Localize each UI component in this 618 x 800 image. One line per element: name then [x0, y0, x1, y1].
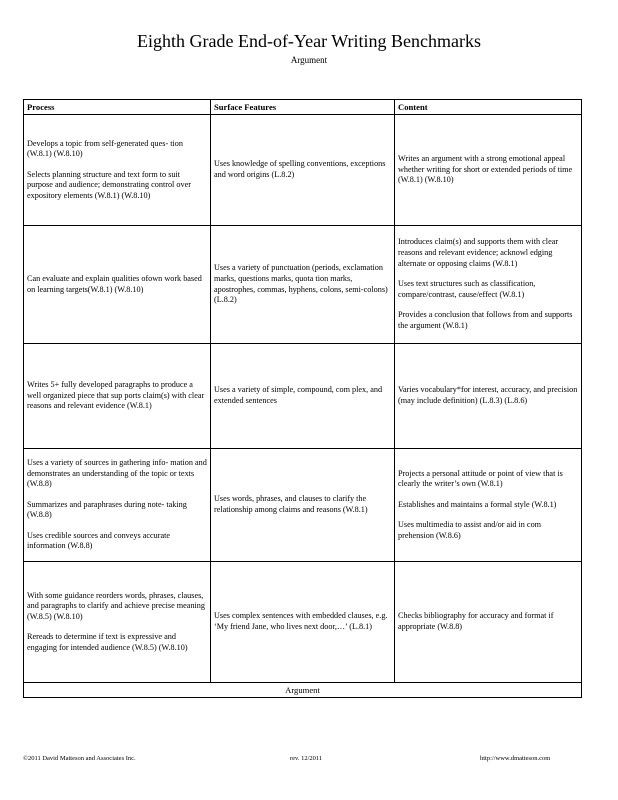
header-surface-features: Surface Features — [211, 100, 395, 115]
surface-cell — [211, 449, 395, 562]
cell-text: Uses complex sentences with embedded clauses, e.g. ‘My friend Jane, who lives next door,…’ (L.8.1) — [214, 611, 388, 631]
cell-text: Establishes and maintains a formal style (W.8.1) — [398, 499, 557, 509]
cell-text: Uses a variety of punctuation (periods, exclamation marks, questions marks, quota tion marks, apostrophes, commas, hyphens, colons, semi-colons) (L.8.2) — [214, 263, 388, 305]
cell-text: Writes an argument with a strong emotional appeal whether writing for short or extended periods of time (W.8.1) (W.8.10) — [398, 154, 573, 185]
content-cell — [395, 562, 582, 683]
footer-revision: rev. 12/2011 — [290, 755, 323, 762]
cell-text: Varies vocabulary*for interest, accuracy, and precision (may include definition) (L.8.3) (L.8.6) — [398, 385, 578, 405]
footer-copyright: ©2011 David Matteson and Associates Inc. — [23, 755, 136, 762]
cell-text: Writes 5+ fully developed paragraphs to produce a well organized piece that sup ports claim(s) with clear reasons and relevant evidence (W.8.1) — [27, 380, 205, 411]
cell-text: Uses a variety of sources in gathering info- mation and demonstrates an understanding of the topic or texts (W.8.8) — [27, 457, 207, 489]
table-footer-row — [24, 683, 582, 698]
process-cell — [24, 449, 211, 562]
cell-text: Introduces claim(s) and supports them with clear reasons and relevant evidence; acknowl edging alternate or opposing claims (W.8.1) — [398, 237, 559, 268]
cell-text: Uses words, phrases, and clauses to clarify the relationship among claims and reasons (W.8.1) — [214, 494, 368, 514]
surface-cell — [211, 226, 395, 344]
cell-text: Selects planning structure and text form to suit purpose and audience; demonstrating control over expository elements (W.8.1) (W.8.10) — [27, 169, 191, 200]
table-row — [24, 449, 582, 562]
cell-text: Projects a personal attitude or point of view that is clearly the writer’s own (W.8.1) — [398, 468, 563, 489]
header-content: Content — [395, 100, 582, 115]
header-row — [24, 100, 582, 115]
cell-text: Develops a topic from self-generated ques- tion (W.8.1) (W.8.10) — [27, 138, 183, 159]
cell-text: Provides a conclusion that follows from and supports the argument (W.8.1) — [398, 310, 573, 330]
content-cell — [395, 115, 582, 226]
process-cell — [24, 115, 211, 226]
table-row — [24, 344, 582, 449]
surface-cell — [211, 115, 395, 226]
cell-text: Uses multimedia to assist and/or aid in com prehension (W.8.6) — [398, 520, 542, 540]
cell-text: Uses a variety of simple, compound, com plex, and extended sentences — [214, 385, 383, 405]
header-process: Process — [24, 100, 211, 115]
table-row — [24, 115, 582, 226]
cell-text: Checks bibliography for accuracy and format if appropriate (W.8.8) — [398, 611, 554, 631]
cell-text: Uses knowledge of spelling conventions, exceptions and word origins (L.8.2) — [214, 159, 386, 179]
content-cell — [395, 226, 582, 344]
process-cell — [24, 226, 211, 344]
process-cell — [24, 562, 211, 683]
surface-cell — [211, 344, 395, 449]
content-cell — [395, 344, 582, 449]
cell-text: Rereads to determine if text is expressive and engaging for intended audience (W.8.5) (W.8.10) — [27, 632, 188, 652]
page-title: Eighth Grade End-of-Year Writing Benchmarks — [136, 31, 482, 51]
cell-text: With some guidance reorders words, phrases, clauses, and paragraphs to clarify and achieve precise meaning (W.8.5) (W.8.10) — [27, 590, 205, 621]
benchmarks-table — [23, 99, 582, 698]
cell-text: Can evaluate and explain qualities ofown work based on learning targets(W.8.1) (W.8.10) — [27, 273, 202, 294]
table-row — [24, 562, 582, 683]
content-cell — [395, 449, 582, 562]
table-footer-label: Argument — [24, 683, 582, 698]
process-cell — [24, 344, 211, 449]
cell-text: Uses text structures such as classification, compare/contrast, cause/effect (W.8.1) — [398, 279, 536, 299]
footer-url[interactable]: http://www.dmatteson.com — [480, 755, 551, 762]
surface-cell — [211, 562, 395, 683]
cell-text: Summarizes and paraphrases during note- taking (W.8.8) — [27, 499, 187, 520]
page-subtitle: Argument — [290, 55, 328, 65]
cell-text: Uses credible sources and conveys accurate information (W.8.8) — [27, 530, 170, 551]
table-row — [24, 226, 582, 344]
